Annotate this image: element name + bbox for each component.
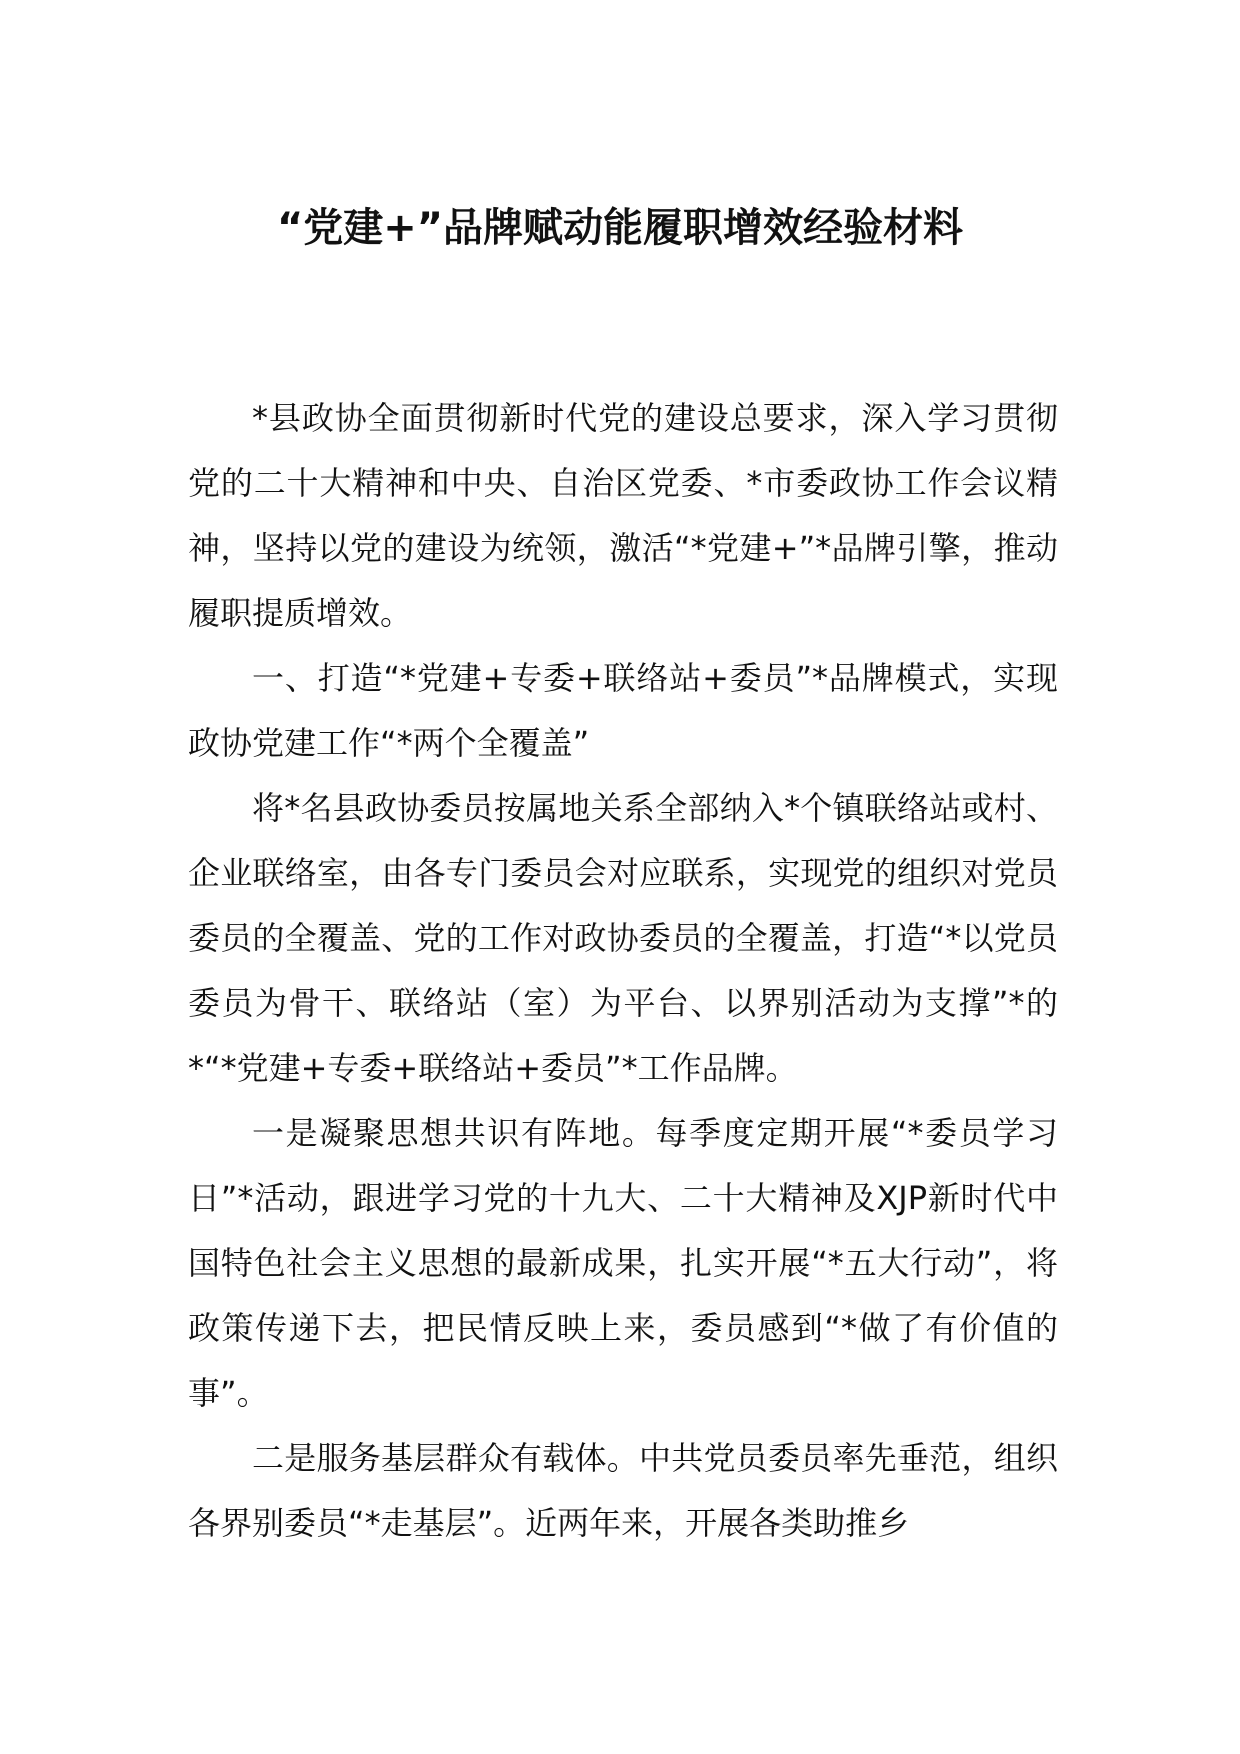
paragraph-point-2: 二是服务基层群众有载体。中共党员委员率先垂范，组织各界别委员“*走基层”。近两年来，开展各类助推乡 bbox=[188, 1439, 1058, 1542]
section-heading-1: 一、打造“*党建+专委+联络站+委员”*品牌模式，实现政协党建工作“*两个全覆盖” bbox=[188, 659, 1058, 762]
paragraph-point-1: 一是凝聚思想共识有阵地。每季度定期开展“*委员学习日”*活动，跟进学习党的十九大、二十大精神及XJP新时代中国特色社会主义思想的最新成果，扎实开展“*五大行动”，将政策传递下去，把民情反映上来，委员感到“*做了有价值的事”。 bbox=[188, 1114, 1058, 1412]
document-title: “党建+”品牌赋动能履职增效经验材料 bbox=[276, 205, 964, 251]
paragraph-intro: *县政协全面贯彻新时代党的建设总要求，深入学习贯彻党的二十大精神和中央、自治区党委、*市委政协工作会议精神，坚持以党的建设为统领，激活“*党建+”*品牌引擎，推动履职提质增效。 bbox=[188, 399, 1058, 632]
document-body bbox=[188, 386, 1058, 1556]
paragraph-section-1: 将*名县政协委员按属地关系全部纳入*个镇联络站或村、企业联络室，由各专门委员会对应联系，实现党的组织对党员委员的全覆盖、党的工作对政协委员的全覆盖，打造“*以党员委员为骨干、联络站（室）为平台、以界别活动为支撑”*的*“*党建+专委+联络站+委员”*工作品牌。 bbox=[188, 789, 1058, 1087]
